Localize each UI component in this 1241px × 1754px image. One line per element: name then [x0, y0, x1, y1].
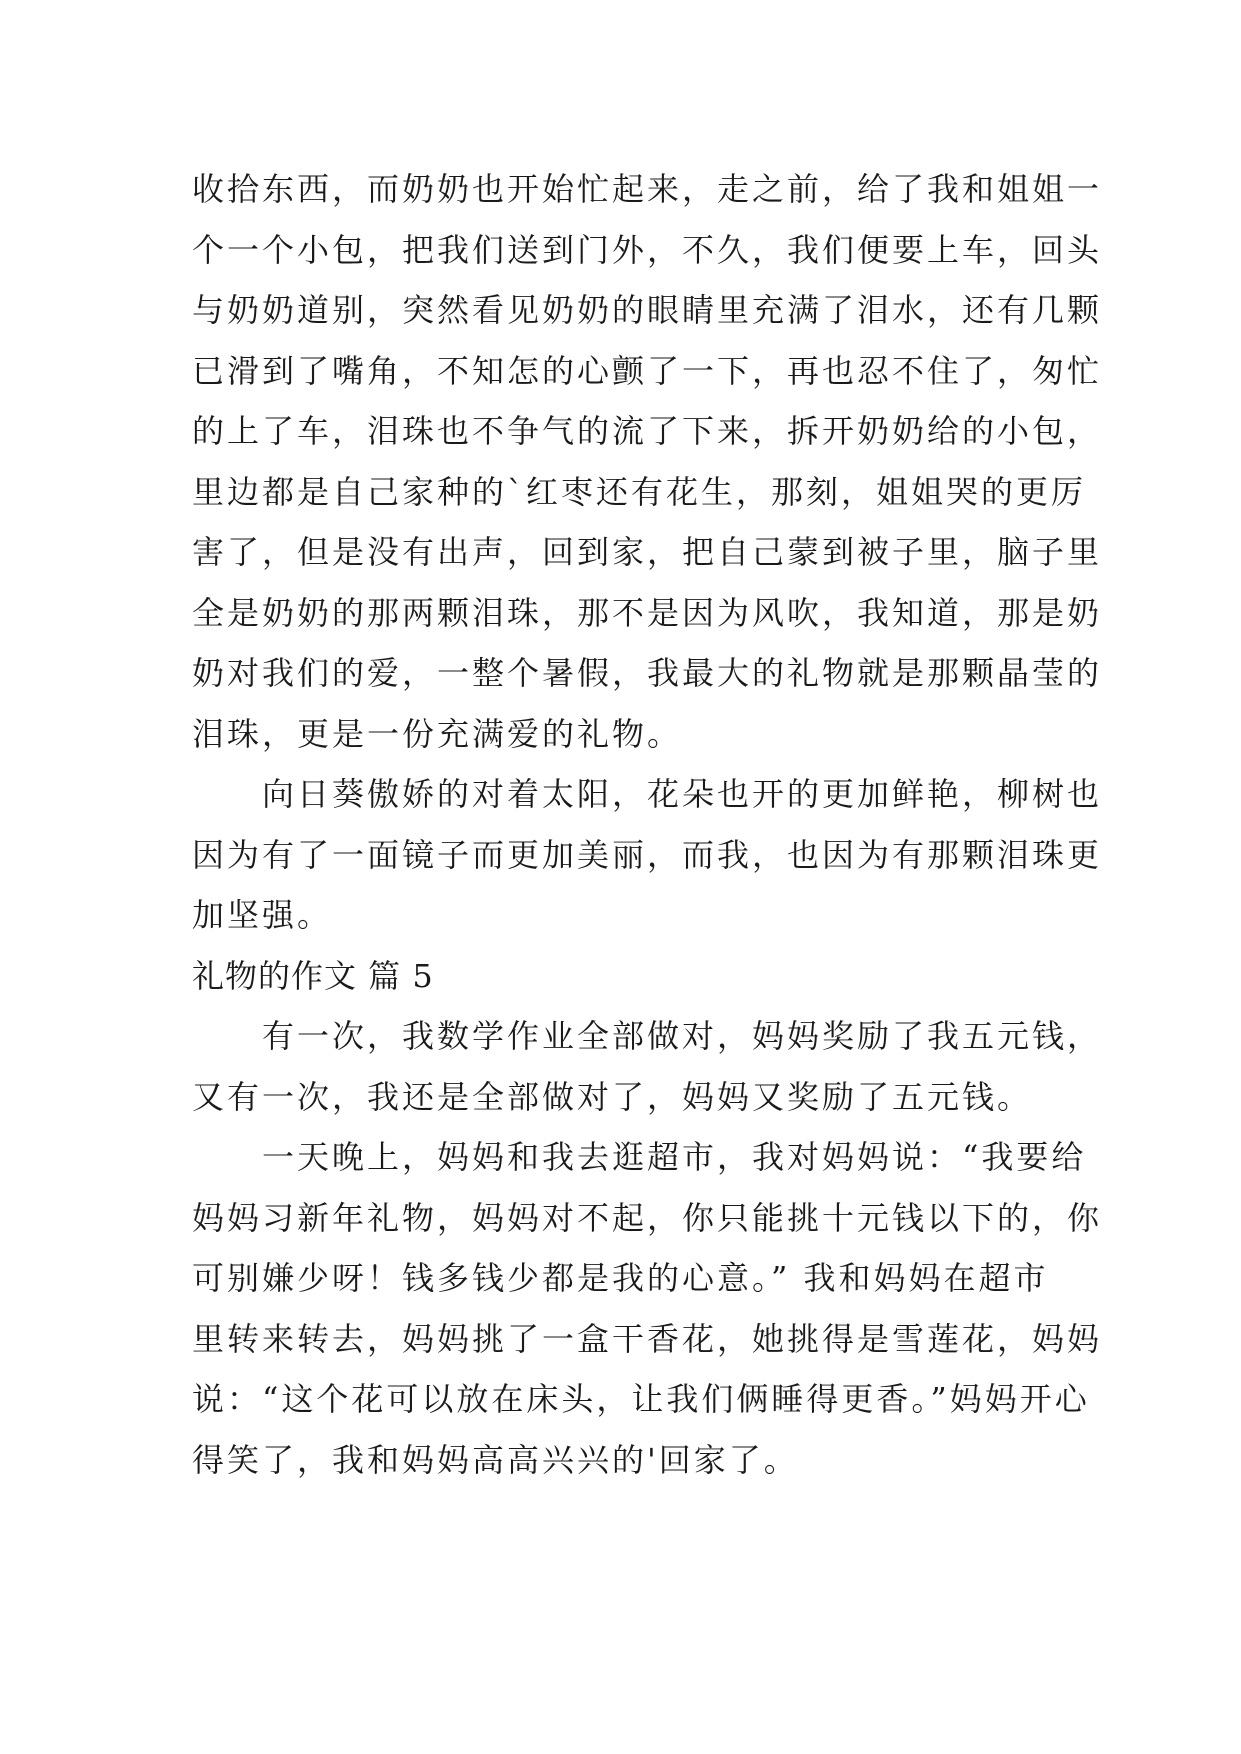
text-line: 的上了车，泪珠也不争气的流了下来，拆开奶奶给的小包，: [192, 412, 1103, 450]
text-line: 又有一次，我还是全部做对了，妈妈又奖励了五元钱。: [192, 1077, 1033, 1116]
text-line: 向日葵傲娇的对着太阳，花朵也开的更加鲜艳，柳树也: [262, 775, 1103, 813]
section-heading: 礼物的作文 篇 5: [192, 956, 434, 995]
text-line: 妈妈习新年礼物，妈妈对不起，你只能挑十元钱以下的，你: [192, 1198, 1103, 1237]
text-line: 个一个小包，把我们送到门外，不久，我们便要上车，回头: [192, 230, 1103, 269]
text-line: 可别嫌少呀！钱多钱少都是我的心意。” 我和妈妈在超市: [192, 1259, 1049, 1297]
text-line: 与奶奶道别，突然看见奶奶的眼睛里充满了泪水，还有几颗: [192, 291, 1103, 329]
text-line: 里边都是自己家种的`红枣还有花生，那刻，姐姐哭的更厉: [192, 472, 1087, 511]
text-line: 一天晚上，妈妈和我去逛超市，我对妈妈说：“我要给: [262, 1138, 1087, 1176]
text-line: 收拾东西，而奶奶也开始忙起来，走之前，给了我和姐姐一: [192, 170, 1103, 208]
text-line: 里转来转去，妈妈挑了一盒干香花，她挑得是雪莲花，妈妈: [192, 1319, 1103, 1358]
text-line: 全是奶奶的那两颗泪珠，那不是因为风吹，我知道，那是奶: [192, 593, 1103, 632]
text-line: 害了，但是没有出声，回到家，把自己蒙到被子里，脑子里: [192, 533, 1103, 571]
text-line: 已滑到了嘴角，不知怎的心颤了一下，再也忍不住了，匆忙: [192, 351, 1103, 390]
text-line: 得笑了，我和妈妈高高兴兴的'回家了。: [192, 1440, 799, 1479]
document-body: [192, 159, 1103, 1490]
text-line: 泪珠，更是一份充满爱的礼物。: [192, 714, 683, 753]
text-line: 说：“这个花可以放在床头，让我们俩睡得更香。”妈妈开心: [192, 1380, 1090, 1418]
text-line: 加坚强。: [192, 896, 333, 934]
text-line: 奶对我们的爱，一整个暑假，我最大的礼物就是那颗晶莹的: [192, 654, 1103, 692]
text-line: 有一次，我数学作业全部做对，妈妈奖励了我五元钱，: [262, 1017, 1103, 1055]
text-line: 因为有了一面镜子而更加美丽，而我，也因为有那颗泪珠更: [192, 835, 1103, 874]
